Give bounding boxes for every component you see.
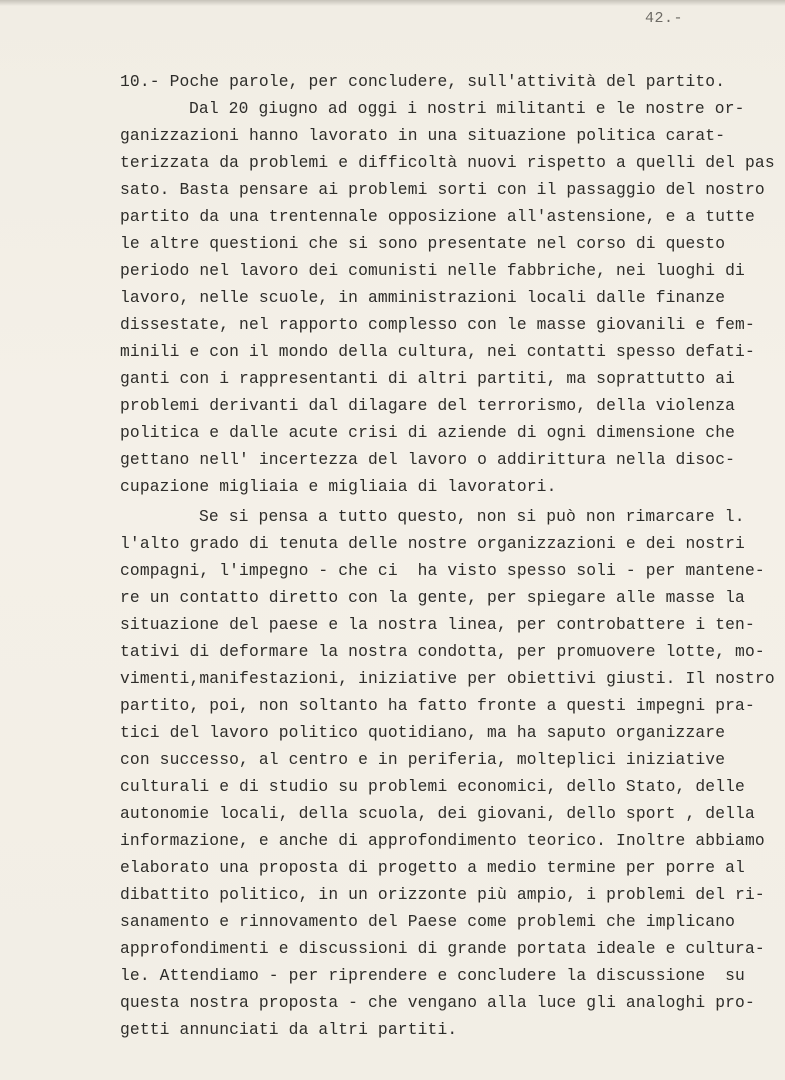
text-line: cupazione migliaia e migliaia di lavoratori. — [120, 477, 557, 496]
text-line: vimenti,manifestazioni, iniziative per obiettivi giusti. Il nostro — [120, 669, 775, 688]
text-line: culturali e di studio su problemi economici, dello Stato, delle — [120, 777, 745, 796]
page-top-edge — [0, 0, 785, 6]
text-line: periodo nel lavoro dei comunisti nelle fabbriche, nei luoghi di — [120, 261, 745, 280]
text-line: Se si pensa a tutto questo, non si può non rimarcare l. — [199, 507, 745, 526]
text-line: sato. Basta pensare ai problemi sorti con il passaggio del nostro — [120, 180, 765, 199]
text-line: partito, poi, non soltanto ha fatto fronte a questi impegni pra- — [120, 696, 755, 715]
text-line: le. Attendiamo - per riprendere e concludere la discussione su — [120, 966, 745, 985]
text-line: getti annunciati da altri partiti. — [120, 1020, 458, 1039]
text-line: l'alto grado di tenuta delle nostre organizzazioni e dei nostri — [120, 534, 745, 553]
text-line: questa nostra proposta - che vengano alla luce gli analoghi pro- — [120, 993, 755, 1012]
text-line: informazione, e anche di approfondimento teorico. Inoltre abbiamo — [120, 831, 765, 850]
text-line: terizzata da problemi e difficoltà nuovi rispetto a quelli del pas — [120, 153, 775, 172]
text-line: le altre questioni che si sono presentate nel corso di questo — [120, 234, 726, 253]
text-line: ganizzazioni hanno lavorato in una situazione politica carat- — [120, 126, 726, 145]
text-line: con successo, al centro e in periferia, molteplici iniziative — [120, 750, 726, 769]
text-line: approfondimenti e discussioni di grande portata ideale e cultura- — [120, 939, 765, 958]
text-line: situazione del paese e la nostra linea, per controbattere i ten- — [120, 615, 755, 634]
text-line: politica e dalle acute crisi di aziende di ogni dimensione che — [120, 423, 736, 442]
text-line: dibattito politico, in un orizzonte più ampio, i problemi del ri- — [120, 885, 765, 904]
text-line: problemi derivanti dal dilagare del terrorismo, della violenza — [120, 396, 736, 415]
text-line: compagni, l'impegno - che ci ha visto spesso soli - per mantene- — [120, 561, 765, 580]
text-line: lavoro, nelle scuole, in amministrazioni locali dalle finanze — [120, 288, 726, 307]
text-line: sanamento e rinnovamento del Paese come problemi che implicano — [120, 912, 736, 931]
text-line: Dal 20 giugno ad oggi i nostri militanti e le nostre or- — [189, 99, 745, 118]
text-line: tativi di deformare la nostra condotta, per promuovere lotte, mo- — [120, 642, 765, 661]
text-line: autonomie locali, della scuola, dei giovani, dello sport , della — [120, 804, 755, 823]
text-line: re un contatto diretto con la gente, per spiegare alle masse la — [120, 588, 745, 607]
text-line: partito da una trentennale opposizione all'astensione, e a tutte — [120, 207, 755, 226]
text-line: ganti con i rappresentanti di altri partiti, ma soprattutto ai — [120, 369, 736, 388]
text-line: 10.- Poche parole, per concludere, sull'attività del partito. — [120, 72, 726, 91]
text-line: gettano nell' incertezza del lavoro o addirittura nella disoc- — [120, 450, 736, 469]
text-line: tici del lavoro politico quotidiano, ma ha saputo organizzare — [120, 723, 726, 742]
text-line: elaborato una proposta di progetto a medio termine per porre al — [120, 858, 745, 877]
page-number: 42.- — [645, 10, 684, 27]
text-line: minili e con il mondo della cultura, nei contatti spesso defati- — [120, 342, 755, 361]
text-line: dissestate, nel rapporto complesso con le masse giovanili e fem- — [120, 315, 755, 334]
